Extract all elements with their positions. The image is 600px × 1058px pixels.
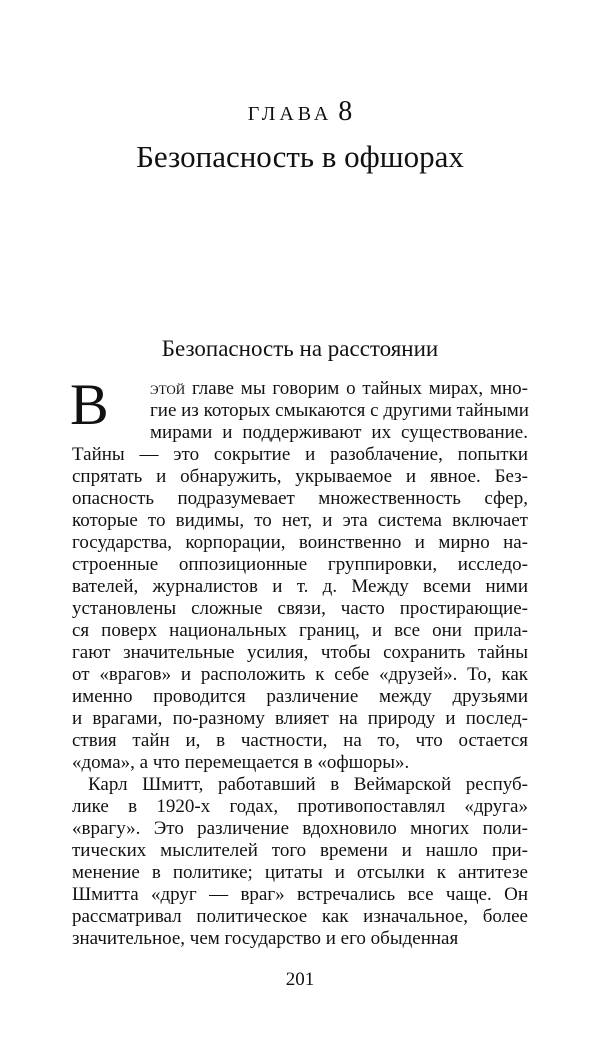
paragraph-line: рассматривал политическое как изначальное, более	[72, 906, 528, 927]
paragraph-line: и врагами, по-разному влияет на природу и послед-	[72, 708, 528, 729]
paragraph-line: именно проводится различение между друзьями	[72, 686, 528, 707]
paragraph-line: Шмитта «друг — враг» встречались все чаще. Он	[72, 884, 528, 905]
paragraph-line: менение в политике; цитаты и отсылки к антитезе	[72, 862, 528, 883]
drop-cap: В	[70, 372, 109, 437]
paragraph-line: мирами и поддерживают их существование.	[150, 422, 528, 443]
chapter-number: 8	[338, 96, 353, 127]
paragraph-line: опасность подразумевает множественность сфер,	[72, 488, 528, 509]
paragraph-line: от «врагов» и расположить к себе «друзей». То, как	[72, 664, 528, 685]
paragraph-line: спрятать и обнаружить, укрываемое и явное. Без-	[72, 466, 528, 487]
chapter-label-word: ГЛАВА	[247, 103, 333, 125]
paragraph-line: гают значительные усилия, чтобы сохранить тайны	[72, 642, 528, 663]
paragraph-line: гие из которых смыкаются с другими тайными	[150, 400, 529, 421]
paragraph-line: тических мыслителей того времени и нашло при-	[72, 840, 528, 861]
line-text: главе мы говорим о тайных мирах, мно-	[185, 378, 528, 399]
paragraph-line: Тайны — это сокрытие и разоблачение, попытки	[72, 444, 528, 465]
paragraph-line: ся поверх национальных границ, и все они прила-	[72, 620, 528, 641]
paragraph-line: строенные оппозиционные группировки, исследо-	[72, 554, 528, 575]
paragraph-line: государства, корпорации, воинственно и мирно на-	[72, 532, 528, 553]
paragraph-line: «врагу». Это различение вдохновило многих поли-	[72, 818, 528, 839]
paragraph-line	[150, 378, 528, 400]
paragraph-line: которые то видимы, то нет, и эта система включает	[72, 510, 528, 531]
paragraph-line: лике в 1920-х годах, противопоставлял «друга»	[72, 796, 528, 817]
paragraph-line: ствия тайн и, в частности, на то, что остается	[72, 730, 528, 751]
paragraph-line: вателей, журналистов и т. д. Между всеми ними	[72, 576, 528, 597]
paragraph-line: «дома», а что перемещается в «офшоры».	[72, 752, 410, 773]
chapter-label	[0, 96, 600, 128]
chapter-title: Безопасность в офшорах	[136, 139, 464, 174]
first-word: этой	[150, 378, 186, 399]
paragraph-line: Карл Шмитт, работавший в Веймарской респуб-	[88, 774, 528, 795]
paragraph-line: значительное, чем государство и его обыденная	[72, 928, 459, 949]
section-title: Безопасность на расстоянии	[161, 336, 439, 361]
paragraph-line: установлены сложные связи, часто простирающие-	[72, 598, 528, 619]
page-number: 201	[285, 969, 315, 990]
